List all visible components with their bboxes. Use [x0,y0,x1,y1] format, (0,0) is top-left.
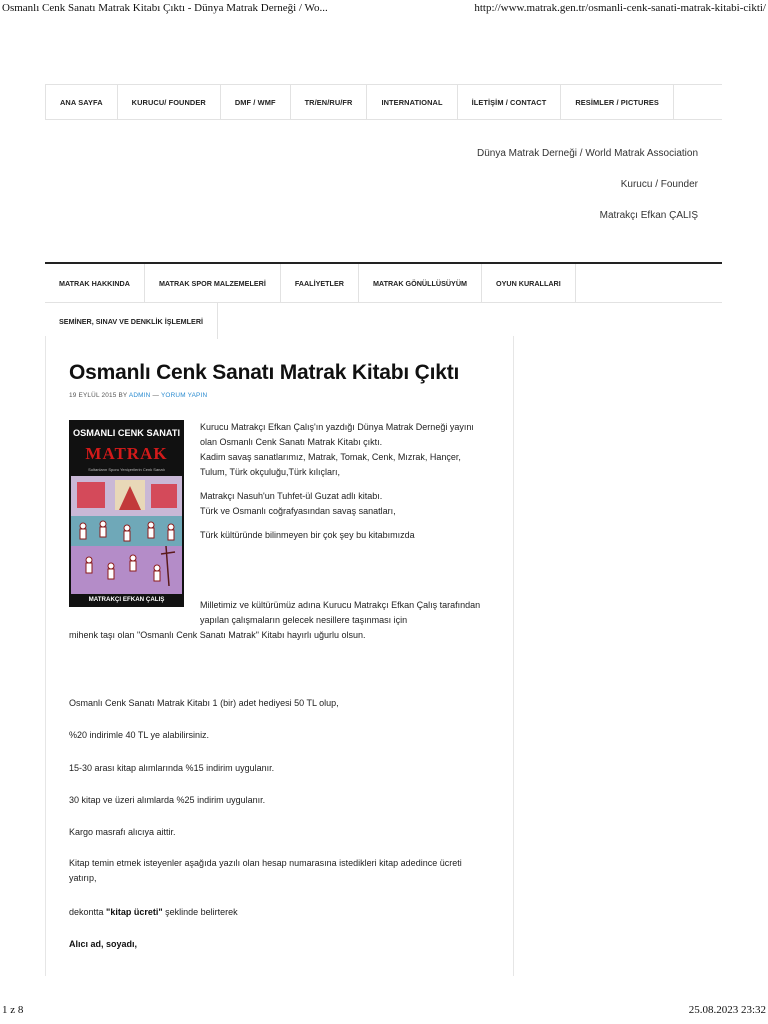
print-url: http://www.matrak.gen.tr/osmanli-cenk-sanati-matrak-kitabi-cikti/ [474,2,766,14]
article-paragraph: Alıcı ad, soyadı, [69,939,138,949]
print-title: Osmanlı Cenk Sanatı Matrak Kitabı Çıktı - Dünya Matrak Derneği / Wo... [2,2,328,14]
sec-nav-item-seminars[interactable]: SEMİNER, SINAV VE DENKLİK İŞLEMLERİ [45,303,218,339]
article-paragraph: 30 kitap ve üzeri alımlarda %25 indirim uygulanır. [69,795,266,805]
sec-nav-item-equipment[interactable]: MATRAK SPOR MALZEMELERİ [145,264,281,302]
book-cover-image[interactable] [69,420,184,607]
article-bold-text: "kitap ücreti" [106,907,163,917]
nav-item-pictures[interactable]: RESİMLER / PICTURES [561,85,674,119]
article-price-info [69,696,489,711]
article-text: şeklinde belirterek [165,907,238,917]
article-intro [200,420,490,552]
secondary-nav [45,262,722,339]
nav-item-dmf-wmf[interactable]: DMF / WMF [221,85,291,119]
site-founder-label: Kurucu / Founder [620,179,698,190]
site-association-name: Dünya Matrak Derneği / World Matrak Association [476,148,698,159]
article-paragraph: Matrakçı Nasuh'un Tuhfet-ül Guzat adlı kitabı. [200,491,383,501]
article-paragraph: Kurucu Matrakçı Efkan Çalış'ın yazdığı Dünya Matrak Derneği yayını olan Osmanlı Cenk Sanatı Matrak Kitabı çıktı. [200,422,474,447]
top-nav [45,84,722,120]
print-page-number: 1 z 8 [2,1004,24,1016]
nav-item-languages[interactable]: TR/EN/RU/FR [291,85,368,119]
book-cover-subtitle: Sultanların Sporu Yeniçerilerin Cenk Sanatı [88,467,165,472]
article-title: Osmanlı Cenk Sanatı Matrak Kitabı Çıktı [69,361,460,384]
article-date: 19 EYLÜL 2015 BY [69,392,128,399]
nav-item-kurucu-founder[interactable]: KURUCU/ FOUNDER [118,85,221,119]
print-header [0,2,768,18]
article-text: dekontta [69,907,104,917]
article [69,356,489,949]
sec-nav-item-activities[interactable]: FAALİYETLER [281,264,359,302]
site-header-text [477,145,698,238]
article-receipt-note [69,905,489,920]
article-shipping [69,825,489,840]
content-border-right [513,336,514,976]
comment-link[interactable]: YORUM YAPIN [160,392,208,399]
article-blessing [69,598,489,643]
article-discount-20 [69,728,489,743]
content-border-left [45,336,46,976]
article-paragraph: Türk ve Osmanlı coğrafyasından savaş sanatları, [200,506,396,516]
nav-item-contact[interactable]: İLETİŞİM / CONTACT [458,85,562,119]
sec-nav-item-about[interactable]: MATRAK HAKKINDA [45,264,145,302]
article-paragraph: Osmanlı Cenk Sanatı Matrak Kitabı 1 (bir) adet hediyesi 50 TL olup, [69,698,339,708]
article-paragraph: Kitap temin etmek isteyenler aşağıda yazılı olan hesap numarasına istedikleri kitap adedince ücreti yatırıp, [69,858,462,883]
article-paragraph: mihenk taşı olan "Osmanlı Cenk Sanatı Matrak" Kitabı hayırlı uğurlu olsun. [69,630,366,640]
article-payment-info [69,856,489,886]
article-discount-15 [69,761,489,776]
article-paragraph: %20 indirimle 40 TL ye alabilirsiniz. [69,730,210,740]
book-cover-illustration [71,476,182,594]
book-cover-author: MATRAKÇI EFKAN ÇALIŞ [88,596,165,603]
meta-separator: — [152,392,160,399]
book-cover-title: OSMANLI CENK SANATI [72,428,180,438]
article-discount-25 [69,793,489,808]
article-recipient [69,937,489,952]
author-link[interactable]: ADMIN [128,392,151,399]
print-footer [0,1004,768,1020]
article-paragraph: Kadim savaş sanatlarımız, Matrak, Tomak, Cenk, Mızrak, Hançer, Tulum, Türk okçuluğu,Türk kılıçları, [200,452,461,477]
print-datetime: 25.08.2023 23:32 [688,1004,766,1016]
article-meta [69,392,489,399]
site-founder-name: Matrakçı Efkan ÇALIŞ [599,210,698,221]
article-paragraph: 15-30 arası kitap alımlarında %15 indirim uygulanır. [69,763,275,773]
article-paragraph: Milletimiz ve kültürümüz adına Kurucu Matrakçı Efkan Çalış tarafından yapılan çalışmaların gelecek nesillere taşınması için [200,600,481,625]
book-cover-matrak: MATRAK [85,444,168,463]
article-paragraph: Türk kültüründe bilinmeyen bir çok şey bu kitabımızda [200,530,415,540]
sec-nav-item-rules[interactable]: OYUN KURALLARI [482,264,576,302]
sec-nav-item-volunteer[interactable]: MATRAK GÖNÜLLÜSÜYÜM [359,264,482,302]
article-paragraph: Kargo masrafı alıcıya aittir. [69,827,176,837]
nav-item-international[interactable]: INTERNATIONAL [367,85,457,119]
nav-item-ana-sayfa[interactable]: ANA SAYFA [46,85,118,119]
